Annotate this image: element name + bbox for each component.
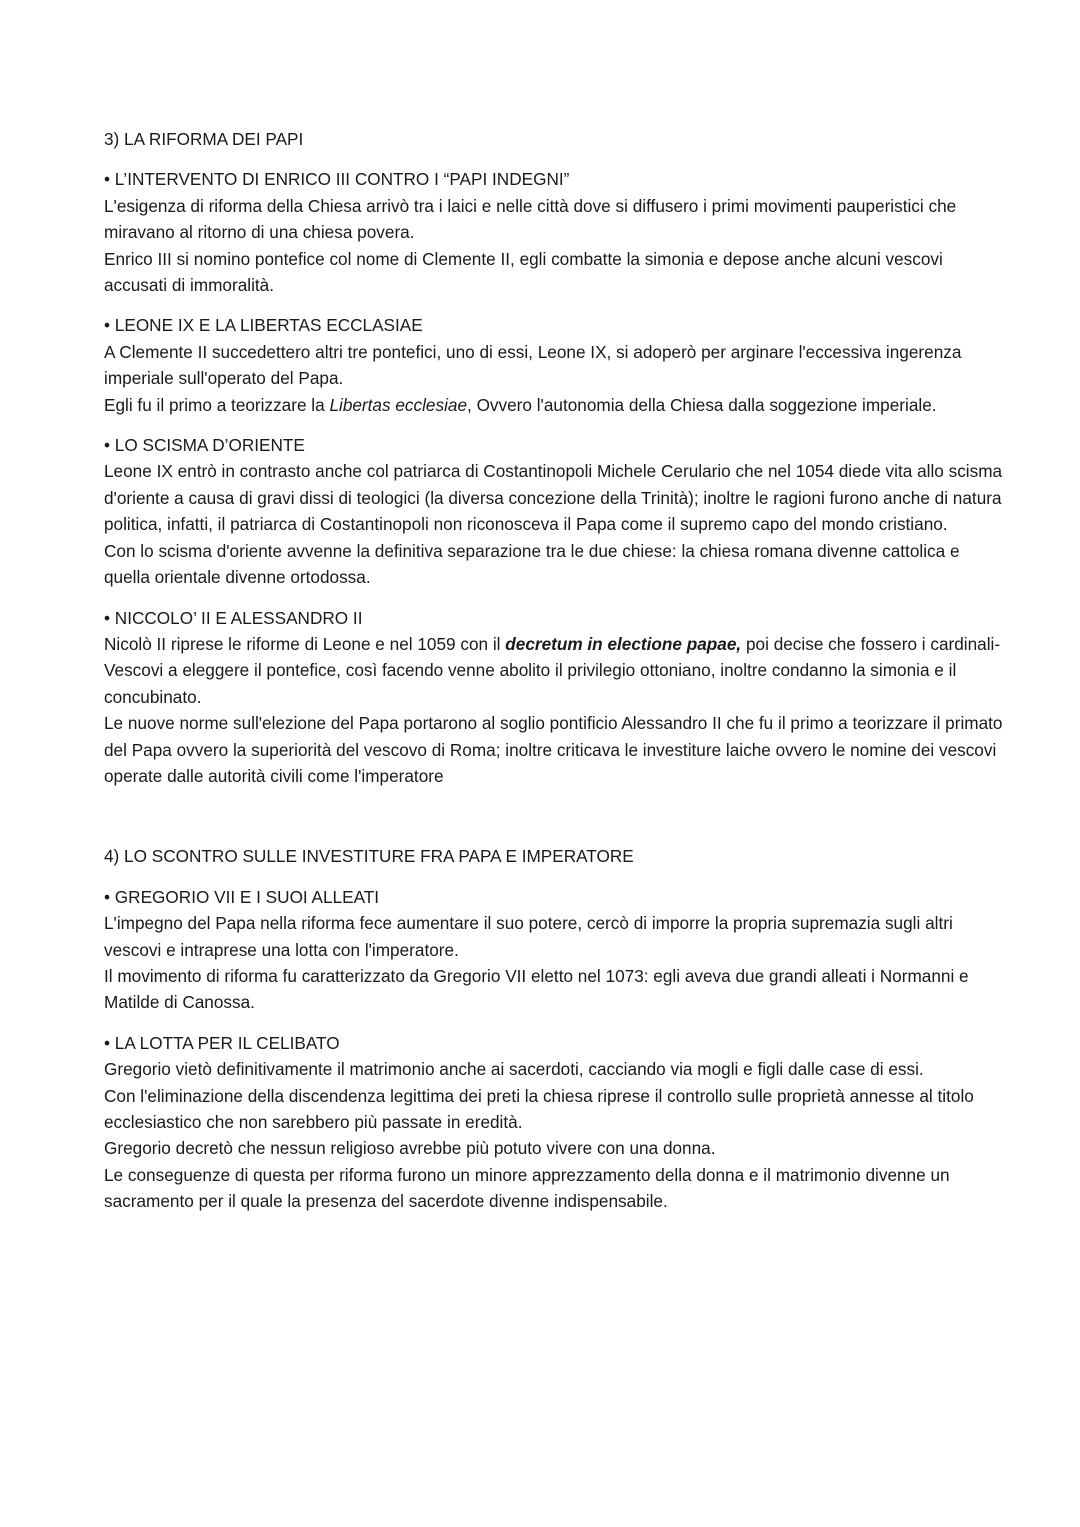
bold-italic-term: decretum in electione papae, bbox=[505, 633, 742, 654]
paragraph: Con l'eliminazione della discendenza legittima dei preti la chiesa riprese il controllo sulle proprietà annesse al titolo ecclesiastico che non sarebbero più passate in eredità. bbox=[104, 1085, 974, 1132]
document-page bbox=[104, 126, 1004, 1229]
paragraph: L'esigenza di riforma della Chiesa arrivò tra i laici e nelle città dove si diffusero i primi movimenti pauperistici che miravano al ritorno di una chiesa povera. bbox=[104, 195, 957, 243]
section-riforma-dei-papi bbox=[104, 126, 1004, 789]
section-spacer bbox=[104, 803, 1004, 843]
text-run: Nicolò II riprese le riforme di Leone e nel 1059 con il bbox=[104, 633, 506, 654]
subsection-heading: • LA LOTTA PER IL CELIBATO bbox=[104, 1032, 340, 1053]
subsection-heading: • GREGORIO VII E I SUOI ALLEATI bbox=[104, 886, 380, 907]
section-title: 4) LO SCONTRO SULLE INVESTITURE FRA PAPA E IMPERATORE bbox=[104, 846, 634, 867]
italic-term: Libertas ecclesiae bbox=[329, 394, 468, 415]
subsection-celibato bbox=[104, 1030, 1004, 1215]
paragraph: Gregorio vietò definitivamente il matrimonio anche ai sacerdoti, cacciando via mogli e figli dalle case di essi. bbox=[104, 1059, 924, 1080]
paragraph: Le nuove norme sull'elezione del Papa portarono al soglio pontificio Alessandro II che fu il primo a teorizzare il primato del Papa ovvero la superiorità del vescovo di Roma; inoltre criticava le investiture laiche ovvero le nomine dei vescovi operate dalle autorità civili come l'imperatore bbox=[104, 713, 1003, 786]
subsection-heading: • LO SCISMA D’ORIENTE bbox=[104, 435, 305, 456]
paragraph-decretum bbox=[104, 631, 1004, 710]
paragraph: Con lo scisma d'oriente avvenne la definitiva separazione tra le due chiese: la chiesa romana divenne cattolica e quella orientale divenne ortodossa. bbox=[104, 540, 960, 588]
subsection-niccolo-ii bbox=[104, 605, 1004, 790]
subsection-heading: • NICCOLO’ II E ALESSANDRO II bbox=[104, 607, 363, 628]
paragraph: Le conseguenze di questa per riforma furono un minore apprezzamento della donna e il matrimonio divenne un sacramento per il quale la presenza del sacerdote divenne indispensabile. bbox=[104, 1164, 950, 1212]
subsection-enrico-iii bbox=[104, 166, 1004, 298]
paragraph: A Clemente II succedettero altri tre pontefici, uno di essi, Leone IX, si adoperò per arginare l'eccessiva ingerenza imperiale sull'operato del Papa. bbox=[104, 341, 962, 389]
paragraph: L'impegno del Papa nella riforma fece aumentare il suo potere, cercò di imporre la propria supremazia sugli altri vescovi e intraprese una lotta con l'imperatore. bbox=[104, 913, 953, 960]
subsection-gregorio-vii bbox=[104, 884, 1004, 1016]
paragraph: Gregorio decretò che nessun religioso avrebbe più potuto vivere con una donna. bbox=[104, 1138, 716, 1159]
text-run: , Ovvero l'autonomia della Chiesa dalla soggezione imperiale. bbox=[467, 394, 937, 415]
text-run: poi decise che fossero i cardinali-Vescovi a eleggere il pontefice, così facendo venne abolito il privilegio ottoniano, inoltre condanno la simonia e il concubinato. bbox=[104, 633, 1001, 707]
subsection-scisma bbox=[104, 432, 1004, 590]
paragraph: Il movimento di riforma fu caratterizzato da Gregorio VII eletto nel 1073: egli aveva due grandi alleati i Normanni e Matilde di Canossa. bbox=[104, 965, 969, 1013]
subsection-heading: • L’INTERVENTO DI ENRICO III CONTRO I “PAPI INDEGNI” bbox=[104, 169, 570, 190]
section-scontro-investiture bbox=[104, 843, 1004, 1214]
section-title: 3) LA RIFORMA DEI PAPI bbox=[104, 129, 304, 149]
paragraph: Enrico III si nomino pontefice col nome di Clemente II, egli combatte la simonia e depose anche alcuni vescovi accusati di immoralità. bbox=[104, 248, 943, 296]
subsection-leone-ix bbox=[104, 312, 1004, 418]
subsection-heading: • LEONE IX E LA LIBERTAS ECCLASIAE bbox=[104, 315, 423, 336]
paragraph: Leone IX entrò in contrasto anche col patriarca di Costantinopoli Michele Cerulario che nel 1054 diede vita allo scisma d'oriente a causa di gravi dissi di teologici (la diversa concezione della Trinità); inoltre le ragioni furono anche di natura politica, infatti, il patriarca di Costantinopoli non riconosceva il Papa come il supremo capo del mondo cristiano. bbox=[104, 461, 1003, 535]
text-run: Egli fu il primo a teorizzare la bbox=[104, 394, 330, 415]
paragraph-libertas bbox=[104, 392, 1004, 418]
